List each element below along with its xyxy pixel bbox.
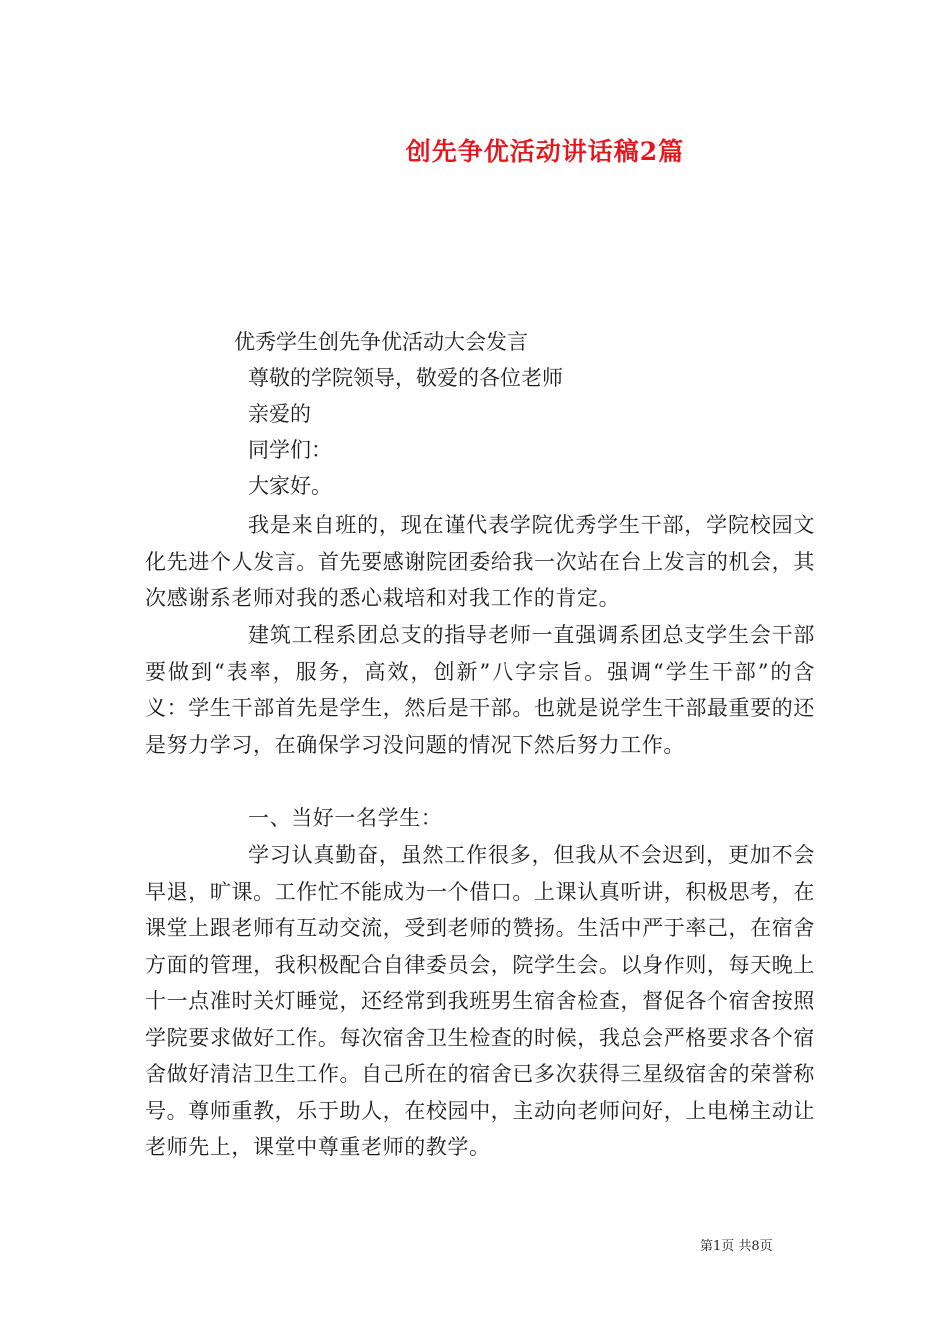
document-title: 创先争优活动讲话稿2篇 [405,137,685,166]
body-paragraph: 建筑工程系团总支的指导老师一直强调系团总支学生会干部要做到“表率，服务，高效，创新”八字宗旨。强调“学生干部”的含义：学生干部首先是学生，然后是干部。也就是说学生干部最重要的还是努力学习，在确保学习没问题的情况下然后努力工作。 [145,623,815,757]
greeting-line: 亲爱的 [248,402,311,426]
section-heading: 一、当好一名学生： [248,806,443,830]
speech-subtitle: 优秀学生创先争优活动大会发言 [234,330,528,354]
greeting-line: 同学们： [248,438,332,462]
body-paragraph: 我是来自班的，现在谨代表学院优秀学生干部，学院校园文化先进个人发言。首先要感谢院团委给我一次站在台上发言的机会，其次感谢系老师对我的悉心栽培和对我工作的肯定。 [145,513,815,610]
greeting-line: 尊敬的学院领导，敬爱的各位老师 [248,366,563,390]
body-paragraph: 学习认真勤奋，虽然工作很多，但我从不会迟到，更加不会早退，旷课。工作忙不能成为一个借口。上课认真听讲，积极思考，在课堂上跟老师有互动交流，受到老师的赞扬。生活中严于率己，在宿舍方面的管理，我积极配合自律委员会，院学生会。以身作则，每天晚上十一点准时关灯睡觉，还经常到我班男生宿舍检查，督促各个宿舍按照学院要求做好工作。每次宿舍卫生检查的时候，我总会严格要求各个宿舍做好清洁卫生工作。自己所在的宿舍已多次获得三星级宿舍的荣誉称号。尊师重教，乐于助人，在校园中，主动向老师问好，上电梯主动让老师先上，课堂中尊重老师的教学。 [145,843,815,1159]
greeting-line: 大家好。 [248,474,332,498]
page-footer: 第1页 共8页 [700,1239,773,1254]
